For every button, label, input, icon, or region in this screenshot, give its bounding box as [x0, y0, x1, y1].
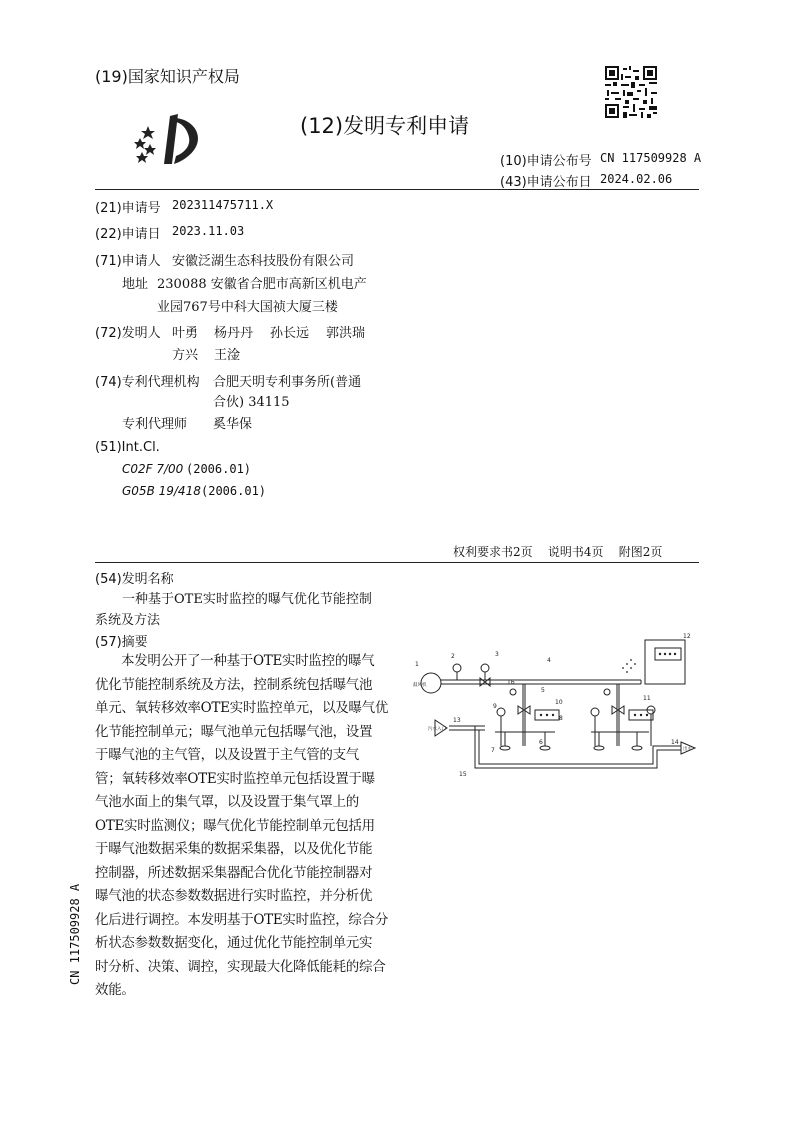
- abstract-line: 管；氧转移效率OTE实时监控单元包括设置于曝: [95, 770, 375, 787]
- section-rule: [95, 562, 699, 563]
- agency-line1: 合肥天明专利事务所(普通: [213, 375, 362, 390]
- applicant-label: (71)申请人: [95, 254, 161, 269]
- abstract-line: 控制器，所述数据采集器配合优化节能控制器对: [95, 864, 373, 881]
- page-counts: 权利要求书2页 说明书4页 附图2页: [453, 545, 663, 559]
- ipc1-ver: (2006.01): [186, 462, 252, 476]
- ipc-label: (51)Int.Cl.: [95, 440, 160, 455]
- document-type: (12)发明专利申请: [300, 114, 470, 138]
- app-date: 2023.11.03: [172, 224, 245, 238]
- figure-number: 15: [459, 771, 467, 778]
- abstract-line: 优化节能控制系统及方法，控制系统包括曝气池: [95, 676, 373, 693]
- abstract-line: 于曝气池的主气管，以及设置于主气管的支气: [95, 747, 359, 763]
- cnipa-logo: [128, 108, 208, 170]
- address-line1: 230088 安徽省合肥市高新区机电产: [157, 277, 367, 292]
- qr-code: [605, 66, 657, 118]
- abstract-body: [95, 650, 395, 1003]
- pub-no: CN 117509928 A: [600, 151, 702, 165]
- figure-number: 16: [507, 679, 515, 686]
- abstract-line: 于曝气池数据采集的数据采集器，以及优化节能: [95, 841, 373, 857]
- applicant: 安徽泛湖生态科技股份有限公司: [172, 254, 355, 269]
- agent: 奚华保: [213, 417, 253, 432]
- abstract-line: OTE实时监测仪；曝气优化节能控制单元包括用: [95, 817, 375, 834]
- figure-number: 14: [671, 739, 679, 746]
- address-line2: 业园767号中科大国祯大厦三楼: [157, 300, 338, 315]
- title-line1: 一种基于OTE实时监控的曝气优化节能控制: [122, 592, 372, 607]
- figure-number: 7: [491, 747, 495, 754]
- abstract-line: 时分析、决策、调控，实现最大化降低能耗的综合: [95, 958, 386, 975]
- pub-date: 2024.02.06: [600, 172, 673, 186]
- figure-number: 5: [541, 687, 545, 694]
- side-publication-number: CN 117509928 A: [68, 883, 82, 985]
- inventor-1: 叶勇: [172, 326, 199, 341]
- figure-number: 1: [415, 661, 419, 668]
- abstract-line: 单元、氧转移效率OTE实时监控单元，以及曝气优: [95, 700, 389, 716]
- abstract-label: (57)摘要: [95, 635, 148, 650]
- figure-number: 9: [493, 703, 497, 710]
- abstract-line: 曝气池的状态参数数据进行实时监控，并分析优: [95, 888, 373, 904]
- header-rule: [95, 189, 699, 190]
- abstract-line: 本发明公开了一种基于OTE实时监控的曝气: [121, 653, 375, 669]
- inventor-2: 杨丹丹: [214, 326, 254, 341]
- inventor-4: 郭洪瑞: [326, 326, 366, 341]
- figure-number: 8: [559, 715, 563, 722]
- system-diagram: [405, 628, 710, 778]
- blower-label: 鼓风机: [413, 683, 427, 688]
- inventor-label: (72)发明人: [95, 326, 161, 341]
- agency-label: (74)专利代理机构: [95, 375, 200, 390]
- abstract-line: 化后进行调控。本发明基于OTE实时监控，综合分: [95, 911, 389, 928]
- title-line2: 系统及方法: [95, 613, 161, 628]
- figure-number: 2: [451, 653, 455, 660]
- inventor-3: 孙长远: [270, 326, 310, 341]
- app-no-label: (21)申请号: [95, 201, 161, 216]
- figure-number: 10: [555, 699, 563, 706]
- title-label: (54)发明名称: [95, 572, 174, 587]
- app-date-label: (22)申请日: [95, 227, 161, 242]
- figure-number: 6: [539, 739, 543, 746]
- inventor-5: 方兴: [172, 348, 199, 363]
- figure-number: 13: [453, 717, 461, 724]
- abstract-line: 化节能控制单元；曝气池单元包括曝气池，设置: [95, 723, 373, 740]
- ipc2-ver: (2006.01): [201, 484, 267, 498]
- office-name: (19)国家知识产权局: [95, 67, 240, 86]
- agent-label: 专利代理师: [122, 417, 188, 432]
- abstract-line: 气池水面上的集气罩，以及设置于集气罩上的: [95, 794, 359, 810]
- abstract-line: 析状态参数数据变化，通过优化节能控制单元实: [95, 935, 373, 951]
- agency-line2: 合伙) 34115: [213, 395, 290, 410]
- app-no: 202311475711.X: [172, 198, 274, 212]
- inlet-label: 污水入口: [428, 727, 446, 732]
- figure-number: 11: [643, 695, 651, 702]
- figure-number: 3: [495, 651, 499, 658]
- abstract-line: 效能。: [95, 982, 135, 998]
- outlet-label: 出水: [683, 747, 692, 752]
- figure-number: 12: [683, 633, 691, 640]
- ipc2-code: G05B 19/418: [122, 484, 201, 498]
- inventor-6: 王淦: [214, 348, 241, 363]
- ipc1-code: C02F 7/00: [122, 462, 184, 476]
- pub-date-label: (43)申请公布日: [500, 175, 592, 190]
- figure-number: 4: [547, 657, 551, 664]
- pub-no-label: (10)申请公布号: [500, 154, 592, 169]
- address-label: 地址: [122, 277, 149, 292]
